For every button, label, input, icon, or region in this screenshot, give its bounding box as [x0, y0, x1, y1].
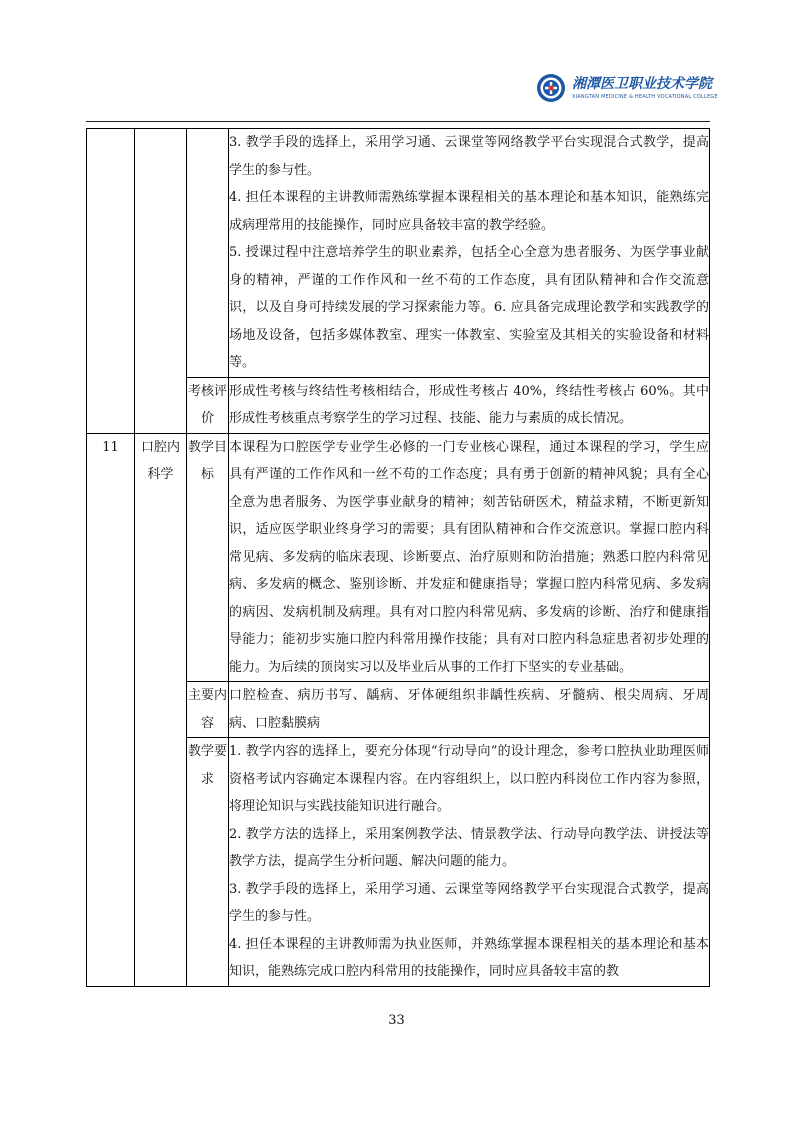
requirement-paragraph: 1. 教学内容的选择上，要充分体现“行动导向”的设计理念，参考口腔执业助理医师资格考试内容确定本课程内容。在内容组织上，以口腔内科岗位工作内容为参照，将理论知识与实践技能知识进行融合。 [229, 744, 709, 814]
teaching-requirements [229, 738, 710, 987]
requirement-paragraph: 3. 教学手段的选择上，采用学习通、云课堂等网络教学平台实现混合式教学，提高学生的参与性。 [229, 881, 709, 924]
requirement-paragraph: 4. 担任本课程的主讲教师需为执业医师，并熟练掌握本课程相关的基本理论和基本知识，能熟练完成口腔内科常用的技能操作，同时应具备较丰富的教 [229, 936, 709, 979]
course-number-cell [87, 129, 135, 434]
course-name-cell [135, 129, 187, 434]
logo-chinese-name: 湘潭医卫职业技术学院 [572, 75, 712, 92]
goals-text: 本课程为口腔医学专业学生必修的一门专业核心课程，通过本课程的学习，学生应具有严谨的工作作风和一丝不苟的工作态度；具有勇于创新的精神风貌；具有全心全意为患者服务、为医学事业献身的精神；刻苦钻研医术，精益求精，不断更新知识，适应医学职业终身学习的需要；具有团队精神和合作交流意识。掌握口腔内科常见病、多发病的临床表现、诊断要点、治疗原则和防治措施；熟悉口腔内科常见病、多发病的概念、鉴别诊断、并发症和健康指导；掌握口腔内科常见病、多发病的病因、发病机制及病理。具有对口腔内科常见病、多发病的诊断、治疗和健康指导能力；能初步实施口腔内科常用操作技能；具有对口腔内科急症患者初步处理的能力。为后续的顶岗实习以及毕业后从事的工作打下坚实的专业基础。 [229, 433, 710, 682]
course-number: 11 [87, 433, 135, 986]
requirement-paragraph: 5. 授课过程中注意培养学生的职业素养，包括全心全意为患者服务、为医学事业献身的精神，严谨的工作作风和一丝不苟的工作态度，具有团队精神和合作交流意识，以及自身可持续发展的学习探索能力等。6. 应具备完成理论教学和实践教学的场地及设备，包括多媒体教室、理实一体教室、实验室及其相关的实验设备和材料等。 [229, 245, 709, 370]
category-label-assessment: 考核评价 [187, 377, 229, 433]
header-divider [86, 121, 710, 122]
assessment-text: 形成性考核与终结性考核相结合，形成性考核占 40%，终结性考核占 60%。其中形成性考核重点考察学生的学习过程、技能、能力与素质的成长情况。 [229, 377, 710, 433]
requirement-paragraph: 2. 教学方法的选择上，采用案例教学法、情景教学法、行动导向教学法、讲授法等教学方法，提高学生分析问题、解决问题的能力。 [229, 826, 709, 869]
curriculum-table [86, 128, 710, 987]
category-cell [187, 129, 229, 378]
teaching-requirements-continued [229, 129, 710, 378]
logo-english-name: XIANGTAN MEDICINE & HEALTH VOCATIONAL COLLEGE [572, 93, 718, 100]
college-logo [536, 68, 746, 108]
table-row [87, 129, 710, 378]
college-emblem-icon [536, 73, 566, 103]
main-content-text: 口腔检查、病历书写、龋病、牙体硬组织非龋性疾病、牙髓病、根尖周病、牙周病、口腔黏膜病 [229, 682, 710, 738]
category-label-requirements: 教学要求 [187, 738, 229, 987]
requirement-paragraph: 3. 教学手段的选择上，采用学习通、云课堂等网络教学平台实现混合式教学，提高学生的参与性。 [229, 135, 709, 178]
page-number: 33 [388, 1013, 405, 1028]
course-name: 口腔内科学 [135, 433, 187, 986]
requirement-paragraph: 4. 担任本课程的主讲教师需熟练掌握本课程相关的基本理论和基本知识，能熟练完成病理常用的技能操作，同时应具备较丰富的教学经验。 [229, 190, 709, 233]
table-row [87, 433, 710, 682]
category-label-content: 主要内容 [187, 682, 229, 738]
category-label-goals: 教学目标 [187, 433, 229, 682]
